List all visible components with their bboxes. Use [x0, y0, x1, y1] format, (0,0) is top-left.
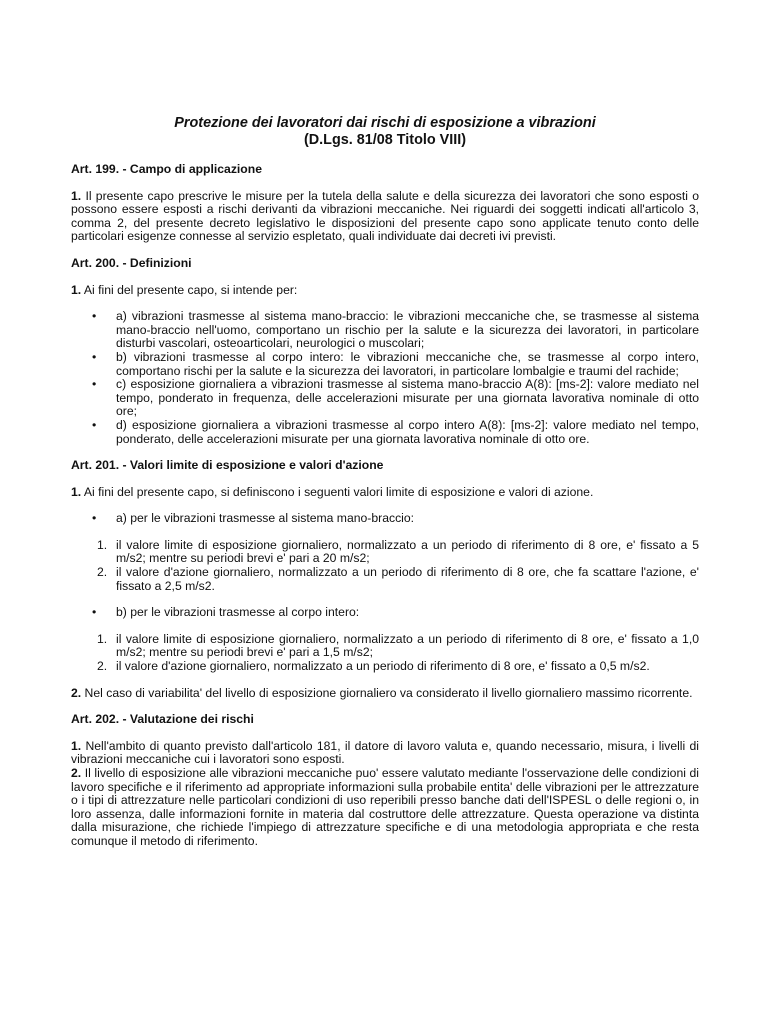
document-page: [71, 115, 699, 862]
paragraph-text: Ai fini del presente capo, si intende per:: [81, 282, 298, 297]
item-text: il valore limite di esposizione giornaliero, normalizzato a un periodo di riferimento di 8 ore, e' fissato a 5 m/s2; mentre su periodi brevi e' pari a 20 m/s2;: [116, 537, 699, 566]
item-number: 2.: [97, 659, 108, 674]
item-text: il valore d'azione giornaliero, normalizzato a un periodo di riferimento di 8 ore, che fa scattare l'azione, e' fissato a 2,5 m/s2.: [116, 565, 699, 593]
item-number: 1.: [97, 537, 108, 552]
definition-item: • b) vibrazioni trasmesse al corpo intero: le vibrazioni meccaniche che, se trasmesse al corpo intero, comportano rischi per la salute e la sicurezza dei lavoratori, in particolare lombalgie e traumi del rachide;: [71, 351, 699, 378]
art-202-paragraph-2: [71, 767, 699, 849]
art-202-heading: Art. 202. - Valutazione dei rischi: [71, 712, 254, 727]
title-line-1: Protezione dei lavoratori dai rischi di esposizione a vibrazioni: [174, 115, 596, 131]
paragraph-number: 1.: [71, 738, 82, 753]
definition-item: • c) esposizione giornaliera a vibrazioni trasmesse al sistema mano-braccio A(8): [ms-2]: valore mediato nel tempo, ponderato in frequenza, delle accelerazioni misurate per una giornata lavorativa nominale di otto ore;: [71, 378, 699, 419]
art-201-paragraph-1: [71, 486, 699, 500]
definitions-list: [71, 310, 699, 446]
value-item: [71, 539, 699, 566]
item-text: il valore limite di esposizione giornaliero, normalizzato a un periodo di riferimento di 8 ore, e' fissato a 1,0 m/s2; mentre su periodi brevi e' pari a 1,5 m/s2;: [116, 631, 699, 660]
value-item: [71, 660, 699, 674]
paragraph-number: 2.: [71, 685, 82, 700]
paragraph-number: 1.: [71, 484, 82, 499]
hand-arm-values-list: [71, 539, 699, 593]
paragraph-text: Nel caso di variabilita' del livello di esposizione giornaliero va considerato il livello giornaliero massimo ricorrente.: [81, 685, 693, 700]
hand-arm-label: • a) per le vibrazioni trasmesse al sistema mano-braccio:: [71, 512, 699, 526]
art-202-paragraph-1: [71, 740, 699, 767]
paragraph-number: 1.: [71, 188, 82, 203]
document-title: [71, 115, 699, 149]
hand-arm-label-list: [71, 512, 699, 526]
paragraph-text: Ai fini del presente capo, si definiscono i seguenti valori limite di esposizione e valori di azione.: [81, 484, 594, 499]
title-line-2: (D.Lgs. 81/08 Titolo VIII): [303, 132, 467, 148]
item-text: il valore d'azione giornaliero, normalizzato a un periodo di riferimento di 8 ore, e' fissato a 0,5 m/s2.: [116, 659, 650, 674]
paragraph-text: Il livello di esposizione alle vibrazioni meccaniche puo' essere valutato mediante l'osservazione delle condizioni di lavoro specifiche e il riferimento ad appropriate informazioni sulla probabile entita' delle vibrazioni per le attrezzature o i tipi di attrezzature nelle particolari condizioni di uso reperibili presso banche dati dell'ISPESL o delle regioni o, in loro assenza, dalle informazioni fornite in materia dal costruttore delle attrezzature. Questa operazione va distinta dalla misurazione, che richiede l'impiego di attrezzature specifiche e di una metodologia appropriata e che resta comunque il metodo di riferimento.: [71, 766, 699, 848]
art-200-paragraph-1: [71, 284, 699, 298]
value-item: [71, 633, 699, 660]
whole-body-values-list: [71, 633, 699, 674]
paragraph-text: Nell'ambito di quanto previsto dall'articolo 181, il datore di lavoro valuta e, quando necessario, misura, i livelli di vibrazioni meccaniche cui i lavoratori sono esposti.: [71, 738, 699, 767]
whole-body-label-list: [71, 606, 699, 620]
paragraph-text: Il presente capo prescrive le misure per la tutela della salute e della sicurezza dei lavoratori che sono esposti o possono essere esposti a rischi derivanti da vibrazioni meccaniche. Nei riguardi dei soggetti indicati all'articolo 3, comma 2, del presente decreto legislativo le disposizioni del presente capo sono applicate tenuto conto delle particolari esigenze connesse al servizio espletato, quali individuate dai decreti ivi previsti.: [71, 188, 699, 244]
art-201-paragraph-2: [71, 687, 699, 701]
paragraph-number: 1.: [71, 282, 82, 297]
item-number: 2.: [97, 565, 108, 580]
art-199-paragraph-1: [71, 190, 699, 244]
definition-item: • a) vibrazioni trasmesse al sistema mano-braccio: le vibrazioni meccaniche che, se trasmesse al sistema mano-braccio nell'uomo, comportano un rischio per la salute e la sicurezza dei lavoratori, in particolare disturbi vascolari, osteoarticolari, neurologici o muscolari;: [71, 310, 699, 351]
whole-body-label: • b) per le vibrazioni trasmesse al corpo intero:: [71, 606, 699, 620]
paragraph-number: 2.: [71, 766, 82, 780]
value-item: [71, 566, 699, 593]
art-200-heading: Art. 200. - Definizioni: [71, 255, 192, 270]
definition-item: • d) esposizione giornaliera a vibrazioni trasmesse al corpo intero A(8): [ms-2]: valore mediato nel tempo, ponderato, delle accelerazioni misurate per una giornata lavorativa nominale di otto ore.: [71, 419, 699, 446]
item-number: 1.: [97, 631, 108, 646]
art-199-heading: Art. 199. - Campo di applicazione: [71, 162, 262, 176]
art-201-heading: Art. 201. - Valori limite di esposizione e valori d'azione: [71, 458, 384, 473]
